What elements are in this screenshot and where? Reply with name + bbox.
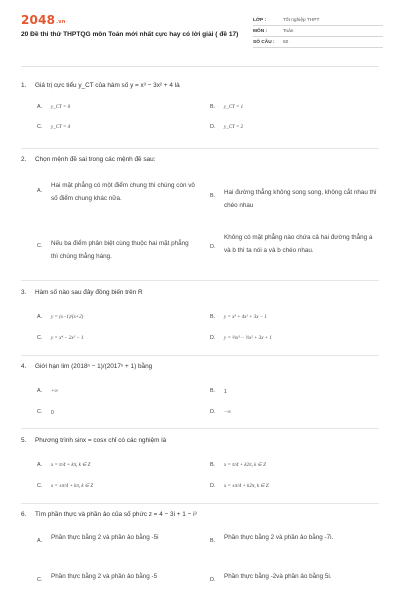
option-label: C.: [37, 243, 43, 249]
option-text: y = x³ + 4x² + 3x − 1: [224, 315, 267, 320]
option-label: D.: [210, 577, 216, 583]
option-label: C.: [37, 335, 43, 341]
option-c[interactable]: [37, 571, 197, 583]
question-text: Hàm số nào sau đây đồng biến trên R: [35, 289, 143, 296]
option-text: 1: [224, 389, 227, 395]
option-text: y_CT = 2: [224, 125, 244, 130]
option-a[interactable]: [37, 179, 197, 205]
option-label: C.: [37, 483, 43, 489]
question-3: [21, 289, 379, 296]
option-text: −∞: [224, 410, 231, 415]
option-b[interactable]: [210, 462, 266, 471]
logo-suffix: .vn: [56, 19, 66, 25]
option-c[interactable]: [37, 409, 54, 418]
question-text: Giá trị cực tiểu y_CT của hàm số y = x³ − 3x² + 4 là: [35, 82, 180, 89]
option-label: B.: [210, 388, 216, 394]
option-d[interactable]: [210, 335, 272, 344]
question-6: [21, 511, 379, 518]
option-text: y_CT = 0: [51, 105, 71, 110]
option-label: C.: [37, 577, 43, 583]
question-separator: [21, 355, 379, 356]
option-c[interactable]: [37, 124, 70, 133]
option-a[interactable]: [37, 314, 83, 323]
option-text: Không có mặt phẳng nào chứa cả hai đường thẳng a và b thì ta nói a và b chéo nhau.: [224, 234, 373, 254]
option-text: Phần thực bằng 2 và phần ảo bằng -7i.: [224, 534, 334, 541]
option-text: Nếu ba điểm phân biệt cùng thuộc hai mặt phẳng thì chúng thẳng hàng.: [51, 240, 189, 260]
option-text: Phần thực bằng 2 và phần ảo bằng -5: [51, 573, 158, 580]
option-d[interactable]: [210, 231, 380, 257]
question-1: [21, 82, 379, 89]
meta-key: SỐ CÂU :: [253, 39, 275, 45]
meta-value: Tốt nghiệp THPT: [283, 17, 320, 23]
meta-value: 50: [283, 39, 289, 45]
option-b[interactable]: [210, 104, 243, 113]
meta-value: Toán: [283, 28, 294, 34]
question-text: Phương trình sinx = cosx chỉ có các nghiệm là: [35, 437, 167, 444]
question-text: Tìm phần thực và phần ảo của số phức z = 4 − 3i + 1 − i³: [35, 511, 197, 518]
option-text: Phần thực bằng -2và phần ảo bằng 5i.: [224, 573, 332, 580]
meta-key: MÔN :: [253, 28, 268, 34]
option-b[interactable]: [210, 388, 227, 397]
option-a[interactable]: [37, 388, 58, 397]
question-number: 5.: [21, 437, 27, 444]
option-a[interactable]: [37, 532, 197, 544]
option-label: A.: [37, 104, 43, 110]
option-label: B.: [210, 538, 216, 544]
option-text: y = ⅓x³ − ½x² + 3x + 1: [224, 336, 272, 341]
option-label: A.: [37, 314, 43, 320]
option-b[interactable]: [210, 532, 380, 544]
question-number: 1.: [21, 82, 27, 89]
question-separator: [21, 428, 379, 429]
question-text: Giới hạn lim (2018ⁿ − 1)/(2017ⁿ + 1) bằng: [35, 363, 153, 370]
option-text: x = ±π/4 + kπ, k ∈ Z: [51, 484, 94, 489]
question-number: 6.: [21, 511, 27, 518]
question-2: [21, 156, 379, 163]
exam-meta: [253, 15, 383, 48]
question-number: 4.: [21, 363, 27, 370]
question-number: 2.: [21, 156, 27, 163]
meta-row-count: [253, 37, 383, 48]
question-text: Chọn mệnh đề sai trong các mệnh đề sau:: [35, 156, 156, 163]
meta-key: LỚP :: [253, 17, 267, 23]
question-separator: [21, 503, 379, 504]
option-text: x = ±π/4 + k2π, k ∈ Z: [224, 484, 269, 489]
option-text: Phần thực bằng 2 và phần ảo bằng -5i: [51, 534, 159, 541]
logo-text: 2048: [21, 13, 56, 27]
option-d[interactable]: [210, 571, 380, 583]
option-label: D.: [210, 483, 216, 489]
option-b[interactable]: [210, 186, 380, 212]
option-label: D.: [210, 124, 216, 130]
option-label: B.: [210, 193, 216, 199]
option-text: x = π/4 + k2π, k ∈ Z: [224, 463, 266, 468]
option-label: D.: [210, 244, 216, 250]
option-label: A.: [37, 388, 43, 394]
option-text: +∞: [51, 389, 58, 394]
option-label: B.: [210, 314, 216, 320]
option-c[interactable]: [37, 237, 197, 263]
question-4: [21, 363, 379, 370]
option-label: B.: [210, 462, 216, 468]
meta-row-class: [253, 15, 383, 26]
question-separator: [21, 148, 379, 149]
option-label: C.: [37, 409, 43, 415]
option-text: Hai mặt phẳng có một điểm chung thì chúng còn vô số điểm chung khác nữa.: [51, 182, 195, 202]
question-separator: [21, 280, 379, 281]
option-text: 0: [51, 410, 54, 416]
meta-row-subject: [253, 26, 383, 37]
header-divider: [21, 66, 379, 67]
option-c[interactable]: [37, 483, 93, 492]
option-d[interactable]: [210, 409, 231, 418]
option-label: D.: [210, 335, 216, 341]
option-c[interactable]: [37, 335, 84, 344]
option-text: y = x⁴ − 2x² − 1: [51, 336, 84, 341]
option-d[interactable]: [210, 483, 269, 492]
option-text: x = π/4 + kπ, k ∈ Z: [51, 463, 91, 468]
option-text: y_CT = 1: [224, 105, 244, 110]
question-number: 3.: [21, 289, 27, 296]
option-label: A.: [37, 188, 43, 194]
option-a[interactable]: [37, 462, 90, 471]
option-text: y = (x−1)/(x+2): [51, 315, 84, 320]
option-b[interactable]: [210, 314, 267, 323]
exam-title: 20 Đề thi thử THPTQG môn Toán mới nhất cực hay có lời giải ( đề 17): [21, 31, 239, 38]
option-label: A.: [37, 538, 43, 544]
site-logo[interactable]: [21, 13, 66, 27]
option-label: C.: [37, 124, 43, 130]
option-text: Hai đường thẳng không song song, không cắt nhau thì chéo nhau: [224, 189, 377, 209]
question-5: [21, 437, 379, 444]
option-text: y_CT = 4: [51, 125, 71, 130]
option-label: A.: [37, 462, 43, 468]
option-d[interactable]: [210, 124, 243, 133]
option-label: D.: [210, 409, 216, 415]
option-a[interactable]: [37, 104, 70, 113]
page-header: [0, 0, 400, 62]
option-label: B.: [210, 104, 216, 110]
